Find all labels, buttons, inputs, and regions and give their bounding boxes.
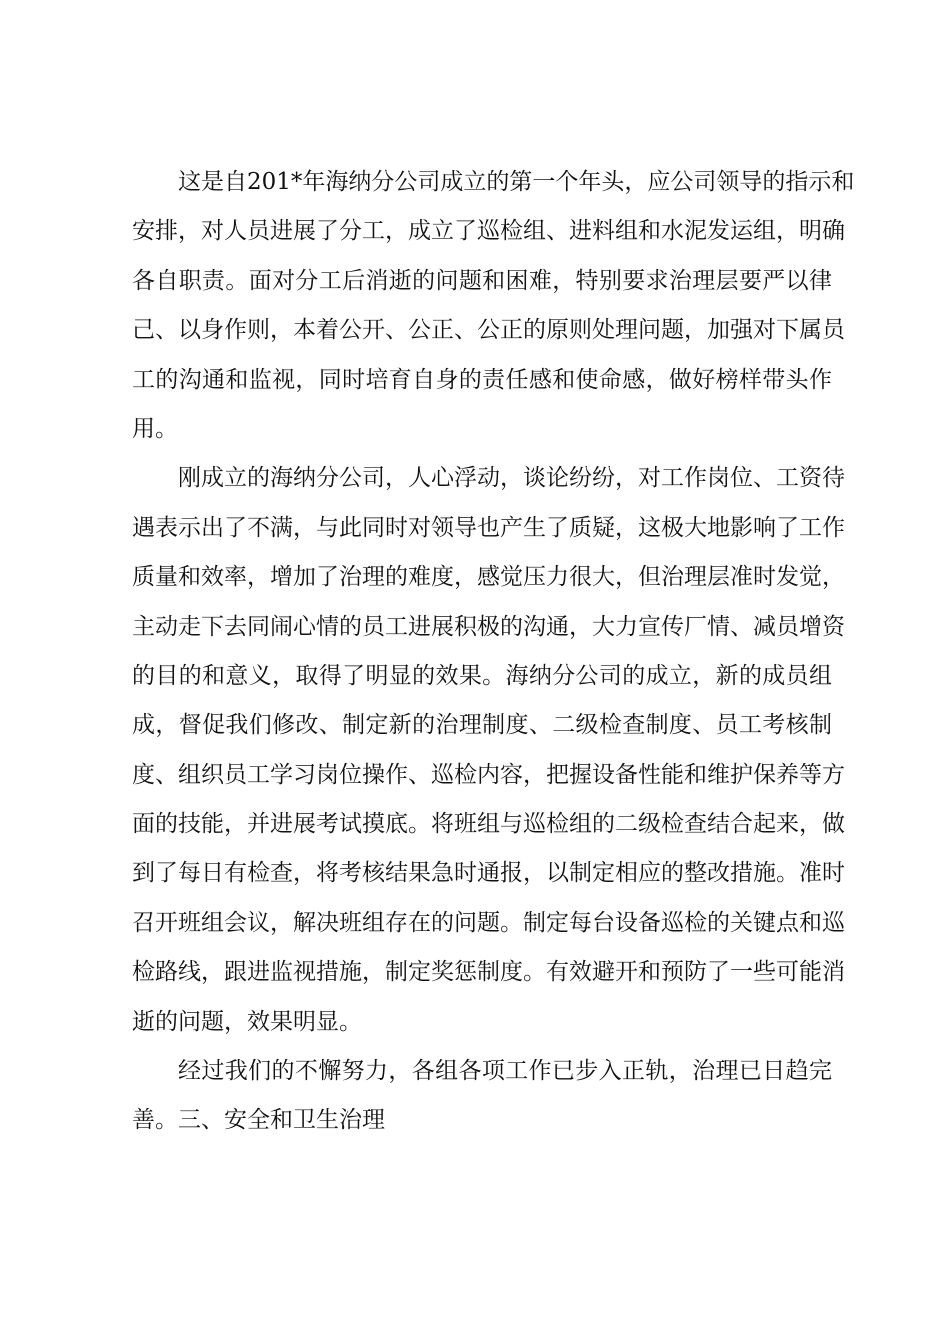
document-body [132, 158, 855, 1146]
text-line: 经过我们的不懈努力，各组各项工作已步入正轨，治理已日趋完 [178, 1058, 832, 1085]
text-line: 安排，对人员进展了分工，成立了巡检组、进料组和水泥发运组，明确 [132, 218, 845, 245]
paragraph-3 [132, 1047, 832, 1146]
text-line: 到了每日有检查，将考核结果急时通报，以制定相应的整改措施。准时 [132, 860, 845, 887]
text-line: 各自职责。面对分工后消逝的问题和困难，特别要求治理层要严以律 [132, 267, 832, 294]
text-line: 成，督促我们修改、制定新的治理制度、二级检查制度、员工考核制 [132, 712, 832, 739]
text-line: 检路线，跟进监视措施，制定奖惩制度。有效避开和预防了一些可能消 [132, 959, 845, 986]
text-line: 主动走下去同闹心情的员工进展积极的沟通，大力宣传厂情、减员增资 [132, 613, 845, 640]
text-line: 己、以身作则，本着公开、公正、公正的原则处理问题，加强对下属员 [132, 317, 845, 344]
text-line: 遇表示出了不满，与此同时对领导也产生了质疑，这极大地影响了工作 [132, 514, 845, 541]
text-line: 的目的和意义，取得了明显的效果。海纳分公司的成立，新的成员组 [132, 662, 832, 689]
text-line: 质量和效率，增加了治理的难度，感觉压力很大，但治理层准时发觉， [132, 564, 845, 591]
text-line: 度、组织员工学习岗位操作、巡检内容，把握设备性能和维护保养等方 [132, 761, 845, 788]
text-line: 刚成立的海纳分公司，人心浮动，谈论纷纷，对工作岗位、工资待 [178, 465, 845, 492]
text-line: 善。三、安全和卫生治理 [132, 1107, 385, 1134]
text-line: 面的技能，并进展考试摸底。将班组与巡检组的二级检查结合起来，做 [132, 811, 845, 838]
text-line: 逝的问题，效果明显。 [132, 1008, 362, 1035]
text-line: 这是自201*年海纳分公司成立的第一个年头，应公司领导的指示和 [178, 169, 855, 195]
text-line: 召开班组会议，解决班组存在的问题。制定每台设备巡检的关键点和巡 [132, 909, 845, 936]
paragraph-1 [132, 158, 855, 454]
paragraph-2 [132, 454, 845, 1047]
text-line: 工的沟通和监视，同时培育自身的责任感和使命感，做好榜样带头作 [132, 366, 832, 393]
text-line: 用。 [132, 415, 178, 442]
